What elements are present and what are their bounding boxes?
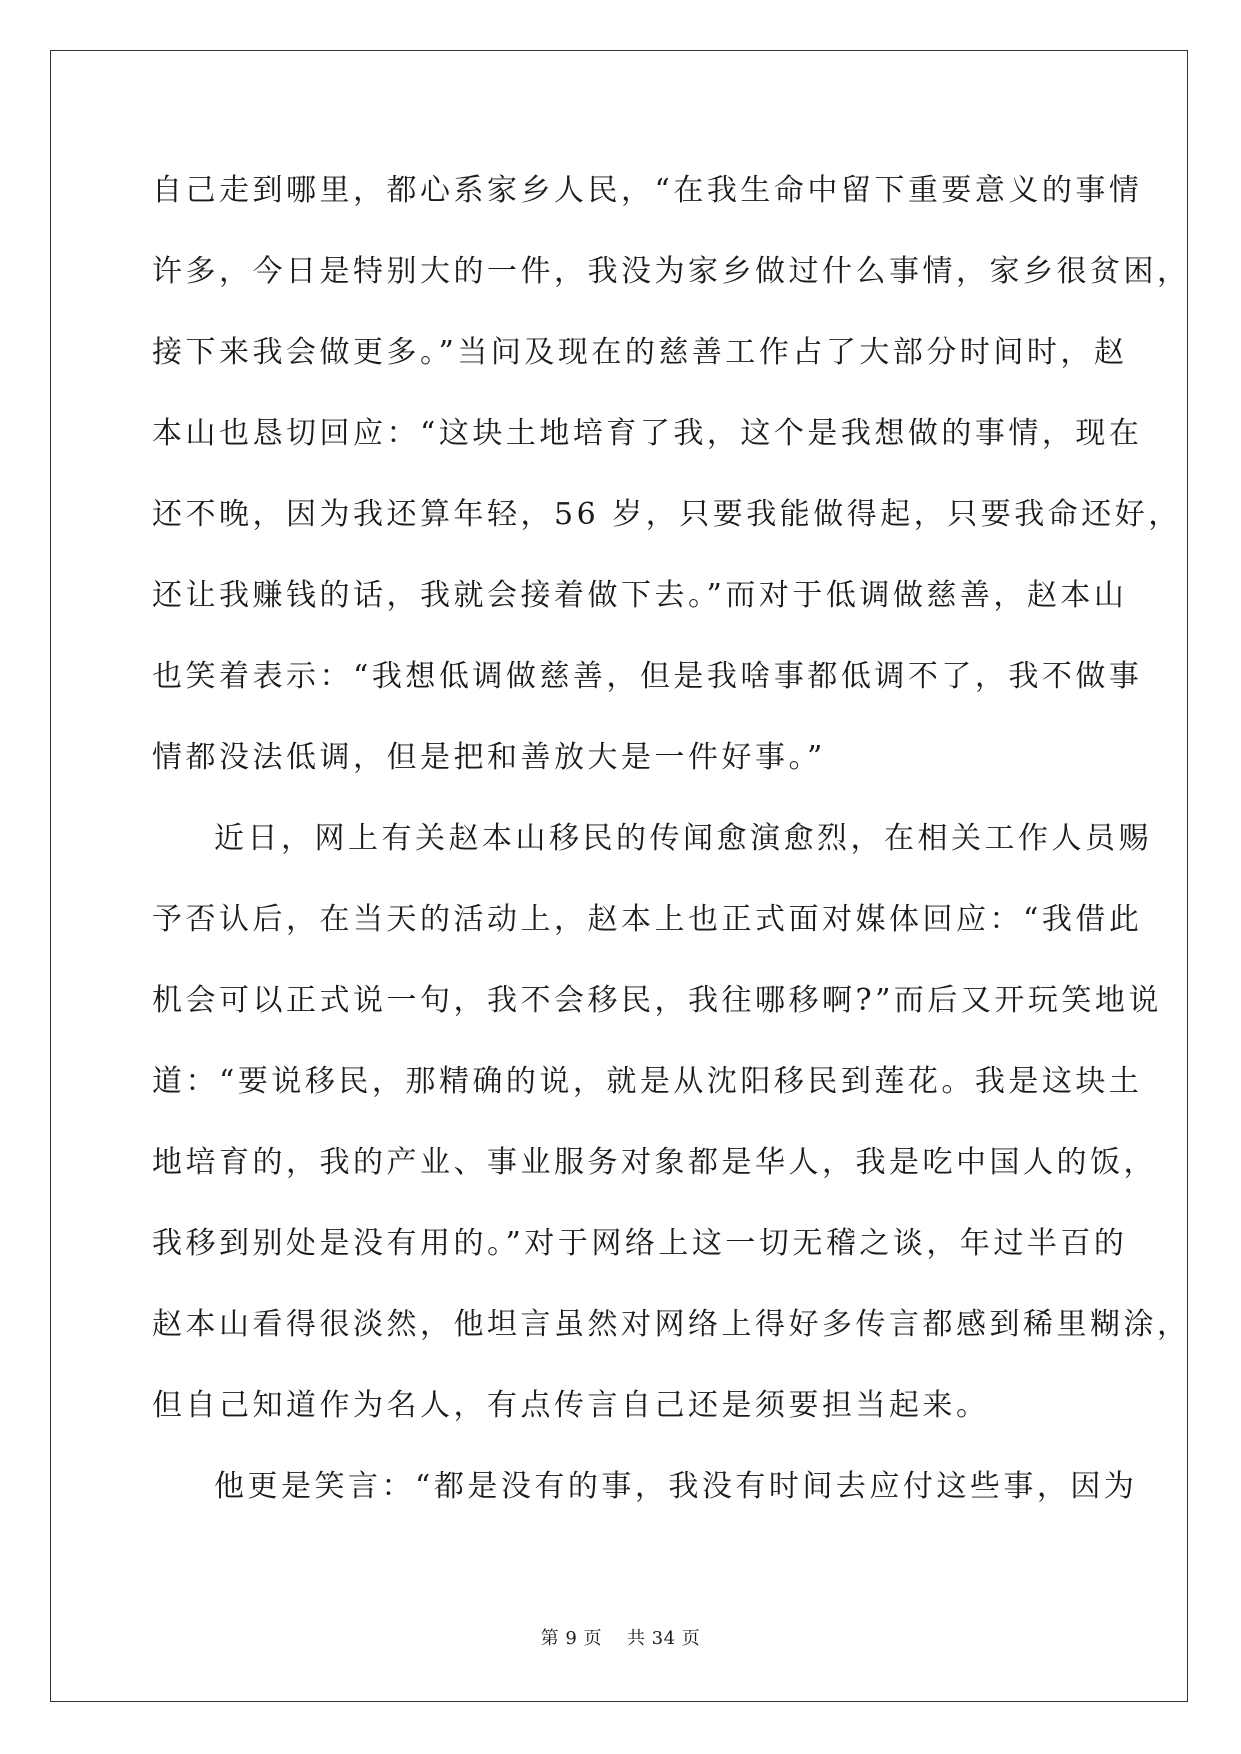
text-line: 予否认后，在当天的活动上，赵本上也正式面对媒体回应：“我借此 — [152, 902, 1143, 937]
text-line: 赵本山看得很淡然，他坦言虽然对网络上得好多传言都感到稀里糊涂， — [152, 1307, 1191, 1342]
text-line: 接下来我会做更多。”当问及现在的慈善工作占了大部分时间时，赵 — [152, 335, 1128, 370]
text-line: 道：“要说移民，那精确的说，就是从沈阳移民到莲花。我是这块土 — [152, 1064, 1143, 1099]
paragraph-first-line: 他更是笑言：“都是没有的事，我没有时间去应付这些事，因为 — [214, 1469, 1138, 1504]
text-line: 机会可以正式说一句，我不会移民，我往哪移啊?”而后又开玩笑地说 — [152, 983, 1162, 1018]
text-line: 也笑着表示：“我想低调做慈善，但是我啥事都低调不了，我不做事 — [152, 659, 1143, 694]
text-line: 还让我赚钱的话，我就会接着做下去。”而对于低调做慈善，赵本山 — [152, 578, 1128, 613]
document-body — [152, 150, 1191, 1527]
paragraph-first-line: 近日，网上有关赵本山移民的传闻愈演愈烈，在相关工作人员赐 — [214, 821, 1152, 856]
text-line: 但自己知道作为名人，有点传言自己还是须要担当起来。 — [152, 1388, 990, 1423]
text-line: 许多，今日是特别大的一件，我没为家乡做过什么事情，家乡很贫困， — [152, 254, 1191, 289]
text-line: 我移到别处是没有用的。”对于网络上这一切无稽之谈，年过半百的 — [152, 1226, 1128, 1261]
text-line: 地培育的，我的产业、事业服务对象都是华人，我是吃中国人的饭， — [152, 1145, 1157, 1180]
page-number-footer: 第 9 页 共 34 页 — [540, 1628, 701, 1649]
text-line: 自己走到哪里，都心系家乡人民，“在我生命中留下重要意义的事情 — [152, 173, 1143, 208]
text-line: 还不晚，因为我还算年轻，56 岁，只要我能做得起，只要我命还好， — [152, 497, 1182, 532]
text-line: 本山也恳切回应：“这块土地培育了我，这个是我想做的事情，现在 — [152, 416, 1143, 451]
text-line: 情都没法低调，但是把和善放大是一件好事。” — [152, 740, 826, 775]
